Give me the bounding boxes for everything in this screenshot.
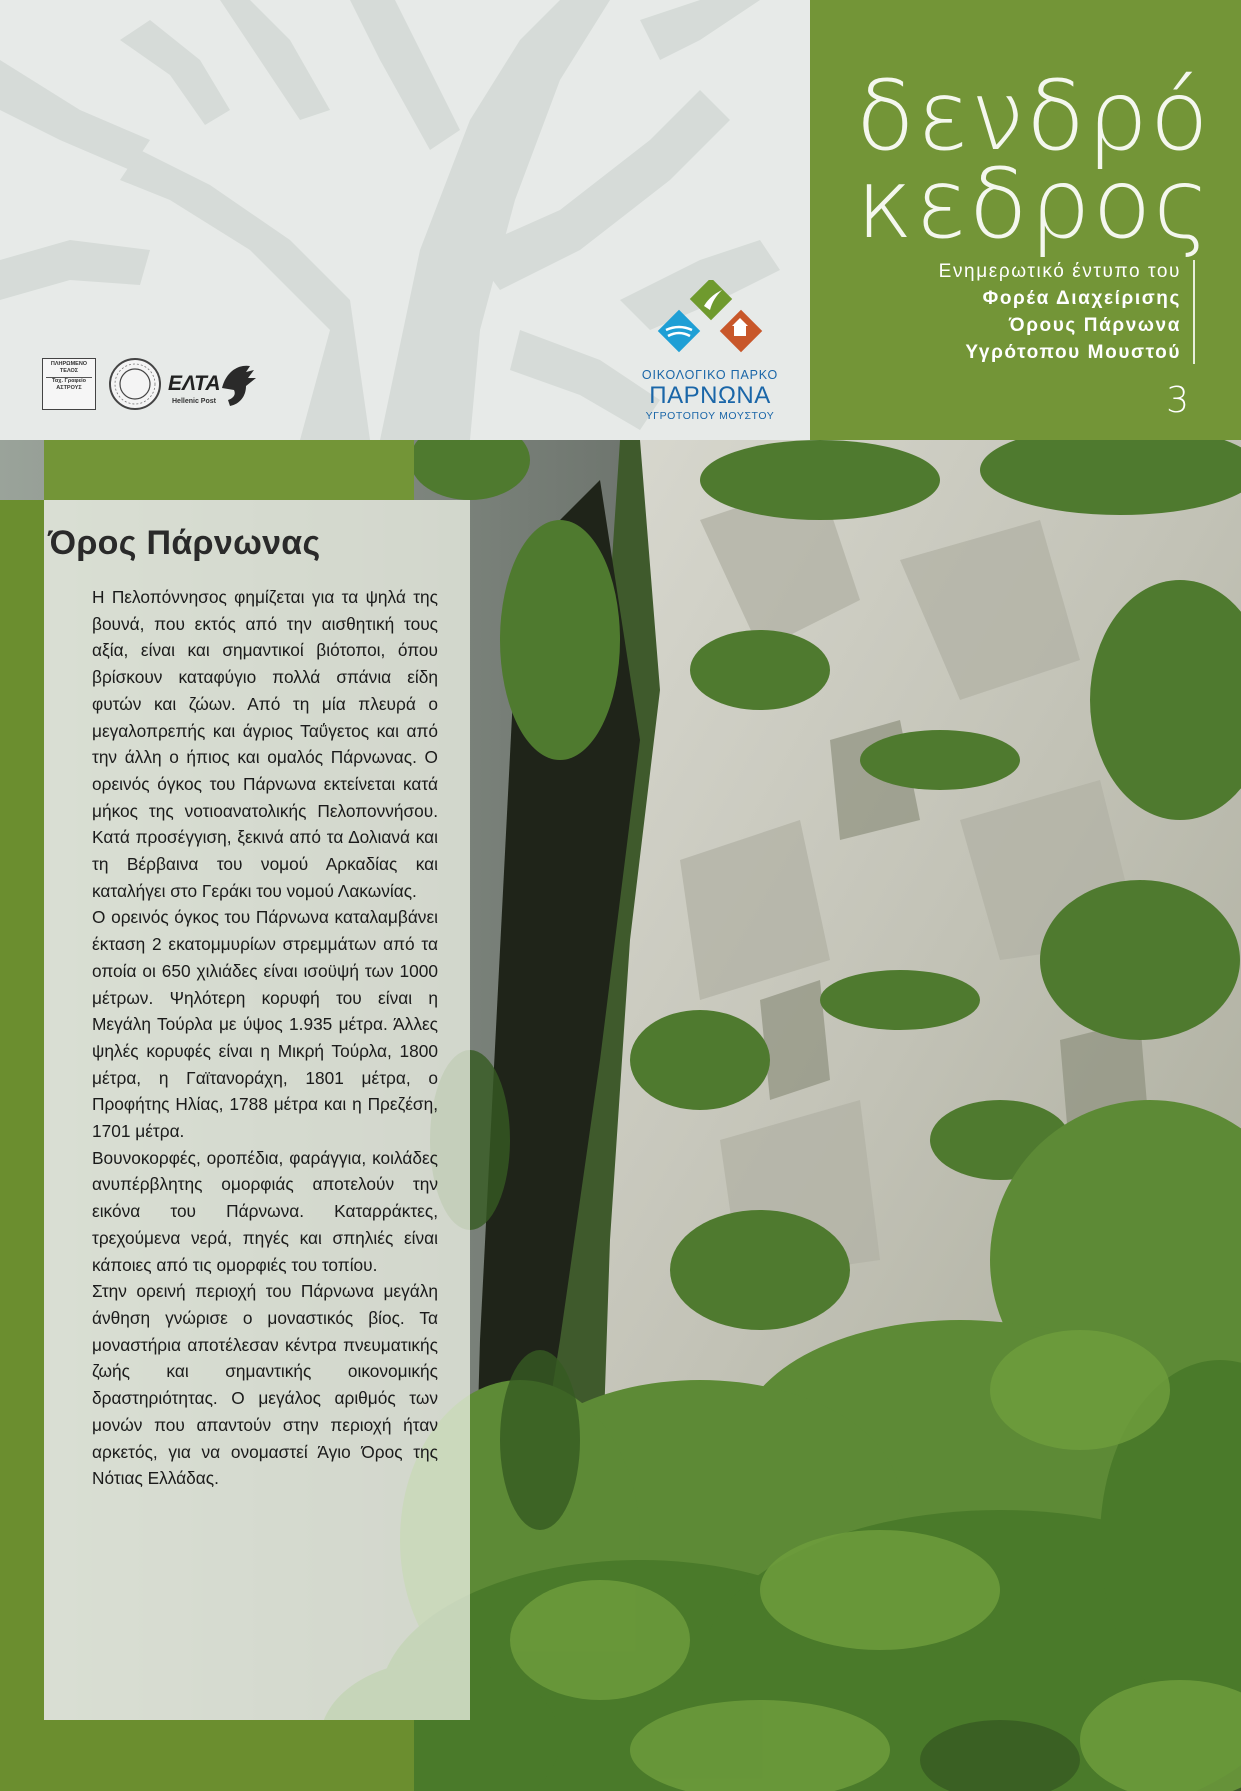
page-header [0,0,1241,440]
stamp-seal-icon [108,357,162,411]
title-line-2: κεδρος [856,148,1212,260]
hermes-head-icon [218,358,258,410]
article-paragraph: Στην ορεινή περιοχή του Πάρνωνα μεγάλη άνθηση γνώρισε ο μοναστικός βίος. Τα μοναστήρια αποτέλεσαν κέντρα πνευματικής ζωής και σημαντικής οικονομικής δραστηριότητας. Ο μεγάλος αριθμός των μονών που απαντούν στην περιοχή ήταν αρκετός, για να ονομαστεί Άγιο Όρος της Νότιας Ελλάδας. [92,1281,438,1489]
issue-number: 3 [1166,380,1189,421]
postage-line: ΠΛΗΡΩΜΕΝΟ [50,361,88,367]
postage-line: Ταχ. Γραφείο [51,378,87,384]
elta-subtitle: Hellenic Post [172,398,216,405]
subtitle-line: Φορέα Διαχείρισης [982,288,1181,309]
subtitle-divider [1193,260,1195,364]
article-paragraph: Βουνοκορφές, οροπέδια, φαράγγια, κοιλάδες ανυπέρβλητης ομορφιάς αποτελούν την εικόνα του Πάρνωνα. Καταρράκτες, τρεχούμενα νερά, πηγές και σπηλιές είναι κάποιες από τις ομορφιές του τοπίου. [92,1147,438,1275]
article-body [92,584,438,1492]
newsletter-title [856,60,1216,260]
park-logo-line3: ΥΓΡΟΤΟΠΟΥ ΜΟΥΣΤΟΥ [645,410,775,422]
elta-name: ΕΛΤΑ [168,372,221,395]
subtitle-line: Όρους Πάρνωνα [1008,315,1181,336]
article-paragraph: Ο ορεινός όγκος του Πάρνωνα καταλαμβάνει έκταση 2 εκατομμυρίων στρεμμάτων από τα οποία οι 650 χιλιάδες είναι ισοϋψή των 1000 μέτρων. Ψηλότερη κορυφή του είναι η Μεγάλη Τούρλα με ύψος 1.935 μέτρα. Άλλες ψηλές κορυφές είναι η Μικρή Τούρλα, 1800 μέτρα, η Γαϊτανοράχη, 1801 μέτρα, ο Προφήτης Ηλίας, 1788 μέτρα και η Πρεζέση, 1701 μέτρα. [92,907,438,1142]
newsletter-subtitle [939,258,1195,366]
bottom-green-bar [44,1720,414,1791]
postage-line: ΑΣΤΡΟΥΣ [56,385,82,391]
subtitle-line: Ενημερωτικό έντυπο του [938,261,1181,282]
subtitle-line: Υγρότοπου Μουστού [965,342,1181,363]
ecological-park-logo [620,280,800,420]
park-logo-line1: ΟΙΚΟΛΟΓΙΚΟ ΠΑΡΚΟ [641,368,779,382]
postage-paid-box [42,358,96,410]
postage-line: ΤΕΛΟΣ [59,368,79,374]
title-line-1: δενδρό [856,60,1211,172]
elta-logo [168,356,256,416]
park-logo-name: ΠΑΡΝΩΝΑ [649,382,771,409]
park-emblem-icon [648,280,772,364]
article-paragraph: Η Πελοπόννησος φημίζεται για τα ψηλά της βουνά, που εκτός από την αισθητική τους αξία, είναι και σημαντικοί βιότοποι, όπου βρίσκουν καταφύγιο πολλά σπάνια είδη φυτών και ζώων. Από τη μία πλευρά ο μεγαλοπρεπής και άγριος Ταΰγετος και από την άλλη ο ήπιος και ομαλός Πάρνωνας. Ο ορεινός όγκος του Πάρνωνα εκτείνεται κατά μήκος της νοτιοανατολικής Πελοποννήσου. Κατά προσέγγιση, ξεκινά από τα Δολιανά και τη Βέρβαινα του νομού Αρκαδίας και καταλήγει στο Γεράκι του νομού Λακωνίας. [92,587,438,901]
article-title: Όρος Πάρνωνας [48,524,321,562]
left-green-bar [0,500,44,1791]
article-header-bar [44,440,414,500]
title-panel [810,0,1241,440]
